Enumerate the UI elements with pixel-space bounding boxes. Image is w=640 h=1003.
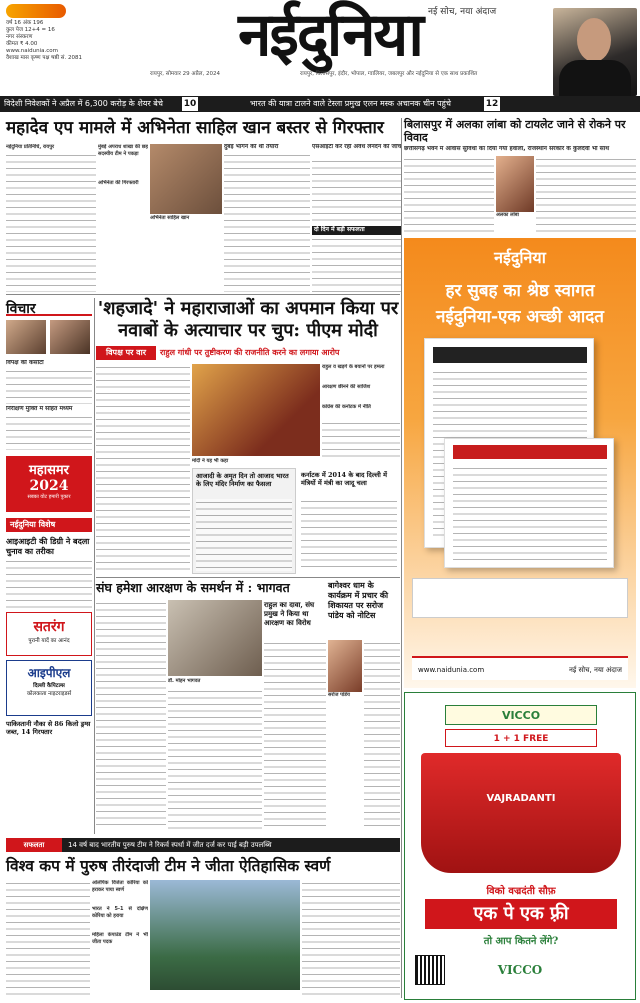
- face-shape: [577, 18, 611, 62]
- right-body-text: [404, 156, 494, 236]
- ad-footer: [412, 656, 628, 680]
- rss-caption: डॉ. मोहन भागवत: [168, 678, 201, 684]
- main-box-2: [298, 468, 400, 574]
- ad-line1: हर सुबह का श्रेष्ठ स्वागत: [445, 281, 595, 301]
- qr-code-icon[interactable]: [415, 955, 445, 985]
- bottom-note[interactable]: पाकिस्तानी नौका से 86 किलो ड्रग्स जब्त, 14 गिरफ्तार: [6, 720, 91, 736]
- rss-body-text: [168, 688, 262, 830]
- right-headline[interactable]: बिलासपुर में अलका लांबा को टायलेट जाने से रोकने पर विवाद: [404, 118, 626, 144]
- rss-photo: [168, 600, 262, 676]
- main-side-text: [322, 420, 400, 460]
- ipl-team: दिल्ली कैपिटल्स: [33, 683, 65, 689]
- sports-bullet: महिला कंपाउंड टीम ने भी जीता पदक: [92, 932, 148, 945]
- vicco-ad[interactable]: [404, 692, 636, 1000]
- ipl-title: आइपीएल: [27, 666, 71, 680]
- vicco-offer-top: विको वज्रदंती सौफ़: [486, 886, 556, 897]
- ad-footer-tag: नई सोच, नया अंदाज: [568, 666, 622, 674]
- bageshwar-caption: सरोज पांडेय: [328, 692, 350, 698]
- ad-website[interactable]: www.naidunia.com: [418, 666, 485, 674]
- lead-side-head: दो दिन में बड़ी सफलता: [312, 226, 402, 235]
- lead-photo: [150, 144, 222, 214]
- vicco-free-badge: 1 + 1 FREE: [445, 729, 597, 747]
- main-red-tag: विपक्ष पर वार: [96, 346, 156, 360]
- vichar-header: [6, 298, 92, 316]
- sports-band-text: 14 वर्ष बाद भारतीय पुरुष टीम ने रिकर्व स्पर्धा में जीत दर्ज कर पाई बड़ी उपलब्धि: [68, 841, 272, 849]
- newspaper-stack-illustration: [444, 438, 614, 568]
- sports-bullet: भारत ने 5-1 से दक्षिण कोरिया को हराया: [92, 906, 148, 919]
- vichar-text: [6, 368, 92, 404]
- sports-body-text: [302, 880, 400, 998]
- lead-body-text: [224, 152, 310, 292]
- vicco-product-box: VICCO: [445, 705, 597, 725]
- bageshwar-headline[interactable]: बागेश्वर धाम के कार्यक्रम में प्रचार की शिकायत पर सरोज पांडेय को नोटिस: [328, 580, 389, 620]
- edition-line: कीमत ₹ 4.00: [6, 41, 38, 47]
- main-photo-caption: मोदी ने यह भी कहा: [192, 458, 229, 464]
- lead-body-text: [312, 236, 402, 292]
- columnist-photo: [50, 320, 90, 354]
- main-box-head[interactable]: आजादी के अमृत दिन तो आजाद भारत के लिए मंदिर निर्माण का फैसला: [196, 472, 289, 488]
- rss-side-text: [264, 640, 326, 830]
- sports-headline[interactable]: विश्व कप में पुरुष तीरंदाजी टीम ने जीता ऐतिहासिक स्वर्ण: [6, 856, 331, 875]
- vichar-text: [6, 414, 92, 450]
- lead-side-head: एसआइटी कर रही अवैध लेनदेन की जांच: [312, 144, 402, 150]
- lead-side-head: दुबई भागने की थी तैयारी: [224, 144, 279, 150]
- sports-bullet: ओलंपिक विजेता कोरिया को हराकर पाया स्वर्ण: [92, 880, 148, 893]
- edition-line: वैशाख मास कृष्ण पक्ष षष्ठी सं. 2081: [6, 55, 82, 61]
- vichar-label: विचार: [6, 301, 36, 317]
- lead-bullet: मुंबई अपराध शाखा की छह सदस्यीय टीम ने पकड़ा: [98, 144, 148, 157]
- main-photo: [192, 364, 320, 456]
- ticker-item[interactable]: भारत की यात्रा टालने वाले टेस्ला प्रमुख एलन मस्क अचानक चीन पहुंचे: [250, 99, 451, 108]
- ipl-box[interactable]: [6, 660, 92, 716]
- sports-body-text: [6, 880, 90, 998]
- vicco-brand: VICCO: [497, 963, 543, 977]
- ticker-page-number: 12: [485, 99, 499, 109]
- newspaper-ad[interactable]: [404, 238, 636, 688]
- portrait-photo: [553, 8, 637, 96]
- vicco-offer-sub: तो आप कितने लेंगे?: [483, 936, 559, 947]
- main-box2-head[interactable]: कर्नाटक में 2014 के बाद दिल्ली में मंत्रियों में मंत्री का जादू चला: [301, 471, 387, 487]
- basket-illustration: [421, 753, 621, 873]
- vichar-head[interactable]: निरीक्षण मुक्ति में सहित मध्यम: [6, 406, 73, 412]
- sports-photo: [150, 880, 300, 990]
- vichar-head[interactable]: विपक्ष की कसौटी: [6, 360, 44, 366]
- row-divider: [6, 294, 400, 295]
- column-divider: [401, 118, 402, 998]
- rss-headline[interactable]: संघ हमेशा आरक्षण के समर्थन में : भागवत: [96, 580, 290, 595]
- vishesh-label: नईदुनिया विशेष: [6, 518, 92, 532]
- newspaper-masthead-shape: [453, 445, 607, 459]
- lead-bullet: अभिनेता की गिरफ्तारी: [98, 180, 139, 186]
- lead-headline[interactable]: महादेव एप मामले में अभिनेता साहिल खान बस्तर से गिरफ्तार: [6, 118, 384, 138]
- ad-line2: नईदुनिया-एक अच्छी आदत: [436, 307, 604, 327]
- right-photo: [496, 156, 534, 212]
- ticker-bar: [0, 96, 640, 112]
- ticker-page-number: 10: [183, 99, 197, 109]
- main-box2-text: [301, 498, 397, 570]
- lead-photo-caption: अभिनेता साहिल खान: [150, 215, 190, 221]
- mahasamar-title: महासमर: [29, 463, 69, 478]
- satrang-box[interactable]: [6, 612, 92, 656]
- mahasamar-sub: सबका वोट हमारी पुकार: [27, 494, 71, 500]
- edition-line: नगर संस्करण: [6, 34, 33, 40]
- tagline: नई सोच, नया अंदाज: [428, 7, 497, 17]
- vishesh-headline[interactable]: आइआइटी की डिग्री ने बदला चुनाव का तरीका: [6, 536, 90, 556]
- main-box-text: [196, 499, 292, 571]
- city-editions: रायपुर, बिलासपुर, इंदौर, भोपाल, ग्वालियर, जबलपुर और नईदुनिया से एक साथ प्रकाशित: [300, 71, 478, 77]
- satrang-sub: पुरानी यादें का आनंद: [28, 638, 70, 644]
- main-strap: राहुल गांधी पर तुष्टीकरण की राजनीति करने का लगाया आरोप: [160, 348, 340, 357]
- right-subhead: छत्तीसगढ़ भवन में आवास सुविधा का दिया गया हवाला, राजस्थान सरकार के कुलदेवी भी साथ: [404, 146, 610, 152]
- vicco-product-name: VAJRADANTI: [486, 793, 556, 804]
- ad-logo: नईदुनिया: [494, 248, 546, 267]
- edition-info: [6, 4, 106, 62]
- edition-line: कुल पेज 12+4 = 16: [6, 27, 55, 33]
- ticker-item[interactable]: विदेशी निवेशकों ने अप्रैल में 6,300 करोड़ के शेयर बेचे: [4, 99, 163, 108]
- main-side-point: आरक्षण छीनने की साजिश: [322, 384, 371, 390]
- bageshwar-photo: [328, 640, 362, 692]
- columnist-photo: [6, 320, 46, 354]
- main-side-point: कांग्रेस की कर्नाटक में नीति: [322, 404, 371, 410]
- sports-band: [6, 838, 400, 852]
- newspaper-title: नईदुनिया: [238, 0, 422, 70]
- newspaper-masthead-shape: [433, 347, 587, 363]
- masthead: [0, 0, 640, 96]
- ipl-team: कोलकाता नाइटराइडर्स: [26, 691, 72, 697]
- lead-body-text: [312, 158, 402, 223]
- vishesh-text: [6, 558, 92, 608]
- lead-dateline: नईदुनिया प्रतिनिधि, रायपुर: [6, 144, 55, 150]
- main-side-point: राहुल व खड़गे के बयानों पर हमला: [322, 364, 385, 370]
- newspaper-roll-shape: [412, 578, 628, 618]
- newspaper-text-shape: [453, 465, 607, 561]
- main-body-text: [96, 364, 190, 574]
- sports-label: सफलता: [6, 838, 62, 852]
- mahasamar-box[interactable]: [6, 456, 92, 512]
- row-divider: [96, 577, 400, 578]
- rss-side-head[interactable]: राहुल का दावा, संघ प्रमुख ने किया था आरक्षण का विरोध: [264, 600, 315, 627]
- main-headline[interactable]: 'शहजादे' ने महाराजाओं का अपमान किया पर नवाबों के अत्याचार पर चुप: पीएम मोदी: [97, 298, 399, 341]
- brand-logo-icon: [6, 4, 66, 18]
- main-box: [192, 468, 296, 574]
- mahasamar-year: 2024: [29, 478, 69, 494]
- column-divider: [94, 298, 95, 834]
- bageshwar-text: [364, 640, 400, 830]
- suit-shape: [559, 60, 631, 96]
- rss-body-text: [96, 600, 166, 830]
- vicco-offer-big: एक पे एक फ़्री: [425, 899, 617, 929]
- edition-line: वर्ष 16 अंक 196: [6, 20, 44, 26]
- satrang-title: सतरंग: [33, 619, 65, 635]
- right-photo-caption: अलका लांबा: [496, 212, 519, 218]
- dateline: रायपुर, सोमवार 29 अप्रैल, 2024: [150, 71, 220, 77]
- edition-line[interactable]: www.naidunia.com: [6, 48, 58, 54]
- right-body-text: [536, 156, 636, 236]
- lead-body-text: [6, 152, 96, 292]
